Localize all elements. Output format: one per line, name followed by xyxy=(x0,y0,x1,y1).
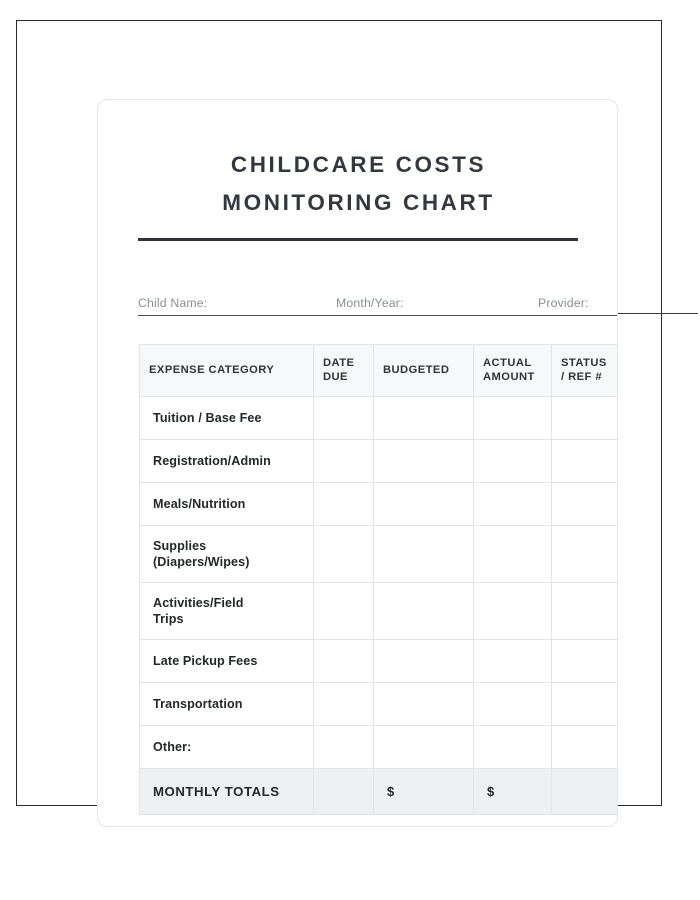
cell-status[interactable] xyxy=(552,726,619,769)
table-row xyxy=(140,440,619,483)
title-divider xyxy=(138,238,578,241)
cell-actual[interactable] xyxy=(474,726,552,769)
cell-budgeted[interactable] xyxy=(374,683,474,726)
cell-actual[interactable] xyxy=(474,583,552,640)
row-label xyxy=(140,526,314,583)
table-row xyxy=(140,397,619,440)
month-year-label: Month/Year: xyxy=(336,296,404,310)
row-label-line1: Supplies xyxy=(153,539,207,553)
header-date-due-line2: DUE xyxy=(323,370,348,383)
totals-actual[interactable]: $ xyxy=(474,769,552,815)
cell-status[interactable] xyxy=(552,583,619,640)
table-row xyxy=(140,526,619,583)
header-status-line1: STATUS xyxy=(561,357,607,369)
row-label: Meals/Nutrition xyxy=(140,483,314,526)
cell-date-due[interactable] xyxy=(314,397,374,440)
cell-status[interactable] xyxy=(552,440,619,483)
cell-status[interactable] xyxy=(552,397,619,440)
header-actual-line1: ACTUAL xyxy=(483,357,532,369)
cell-actual[interactable] xyxy=(474,640,552,683)
row-label: Tuition / Base Fee xyxy=(140,397,314,440)
cell-date-due[interactable] xyxy=(314,683,374,726)
cell-date-due[interactable] xyxy=(314,640,374,683)
cell-date-due[interactable] xyxy=(314,726,374,769)
row-label-line2: (Diapers/Wipes) xyxy=(153,555,250,569)
page-title xyxy=(98,146,618,222)
header-status-ref xyxy=(552,345,619,397)
cell-budgeted[interactable] xyxy=(374,483,474,526)
cell-status[interactable] xyxy=(552,483,619,526)
stray-horizontal-rule xyxy=(614,313,698,314)
totals-budgeted[interactable]: $ xyxy=(374,769,474,815)
header-date-due-line1: DATE xyxy=(323,357,355,369)
title-line-2: MONITORING CHART xyxy=(222,190,495,215)
cell-budgeted[interactable] xyxy=(374,440,474,483)
cell-actual[interactable] xyxy=(474,483,552,526)
provider-label: Provider: xyxy=(538,296,589,310)
header-budgeted: BUDGETED xyxy=(374,345,474,397)
table-header-row xyxy=(140,345,619,397)
row-label xyxy=(140,583,314,640)
cell-budgeted[interactable] xyxy=(374,526,474,583)
header-expense-category: EXPENSE CATEGORY xyxy=(140,345,314,397)
row-label: Other: xyxy=(140,726,314,769)
cell-budgeted[interactable] xyxy=(374,726,474,769)
table-row xyxy=(140,483,619,526)
row-label: Transportation xyxy=(140,683,314,726)
cell-budgeted[interactable] xyxy=(374,583,474,640)
header-date-due xyxy=(314,345,374,397)
cell-status[interactable] xyxy=(552,526,619,583)
cell-actual[interactable] xyxy=(474,526,552,583)
cell-budgeted[interactable] xyxy=(374,640,474,683)
cell-date-due[interactable] xyxy=(314,526,374,583)
cell-actual[interactable] xyxy=(474,683,552,726)
cell-actual[interactable] xyxy=(474,440,552,483)
cell-actual[interactable] xyxy=(474,397,552,440)
childcare-costs-table xyxy=(139,344,618,815)
table-row xyxy=(140,726,619,769)
monthly-totals-label: MONTHLY TOTALS xyxy=(140,769,314,815)
cell-date-due[interactable] xyxy=(314,583,374,640)
cell-budgeted[interactable] xyxy=(374,397,474,440)
row-label: Registration/Admin xyxy=(140,440,314,483)
table-row xyxy=(140,640,619,683)
title-line-1: CHILDCARE COSTS xyxy=(230,152,487,177)
totals-status[interactable] xyxy=(552,769,619,815)
meta-fields-underline xyxy=(138,315,618,316)
totals-date-due[interactable] xyxy=(314,769,374,815)
cell-date-due[interactable] xyxy=(314,440,374,483)
cell-status[interactable] xyxy=(552,683,619,726)
cell-date-due[interactable] xyxy=(314,483,374,526)
header-actual-line2: AMOUNT xyxy=(483,370,535,383)
header-status-line2: / REF # xyxy=(561,370,603,383)
child-name-label: Child Name: xyxy=(138,296,208,310)
worksheet-card xyxy=(97,99,618,827)
page-frame xyxy=(16,20,662,806)
cell-status[interactable] xyxy=(552,640,619,683)
table-row xyxy=(140,583,619,640)
row-label: Late Pickup Fees xyxy=(140,640,314,683)
row-label-line2: Trips xyxy=(153,612,184,626)
header-actual-amount xyxy=(474,345,552,397)
row-label-line1: Activities/Field xyxy=(153,596,244,610)
table-row xyxy=(140,683,619,726)
monthly-totals-row xyxy=(140,769,619,815)
